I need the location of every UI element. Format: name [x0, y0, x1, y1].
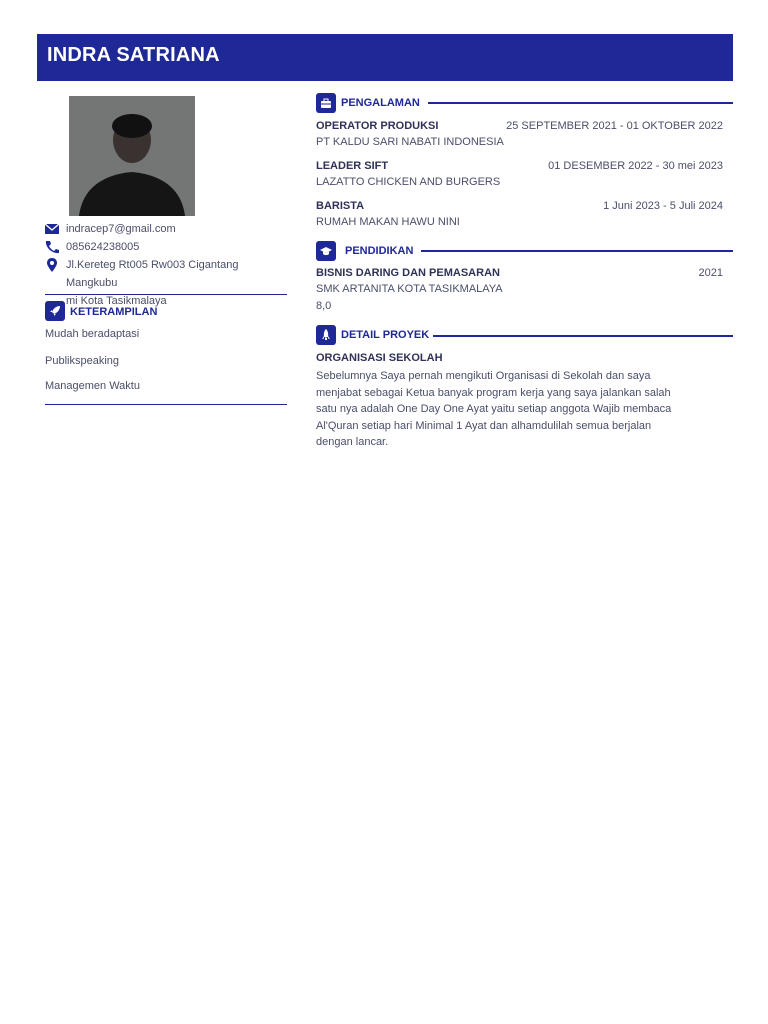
briefcase-icon: [316, 93, 336, 113]
person-silhouette-icon: [69, 96, 195, 216]
education-grade: 8,0: [316, 300, 332, 312]
skill-item: Publikspeaking: [45, 355, 119, 367]
header-banner: [37, 34, 733, 81]
rocket-icon: [45, 301, 65, 321]
phone-icon: [44, 240, 60, 254]
section-rule: [433, 335, 733, 337]
job-role: OPERATOR PRODUKSI: [316, 120, 439, 132]
section-rule: [428, 102, 733, 104]
job-role: BARISTA: [316, 200, 365, 212]
profile-photo: [69, 96, 195, 216]
skills-title: KETERAMPILAN: [70, 306, 158, 318]
education-year: 2021: [698, 267, 723, 279]
section-rule: [421, 250, 733, 252]
job-date: 01 DESEMBER 2022 - 30 mei 2023: [548, 160, 723, 172]
skill-item: Mudah beradaptasi: [45, 328, 140, 340]
project-description: Sebelumnya Saya pernah mengikuti Organisasi di Sekolah dan saya menjabat sebagai Ketua banyak program kerja yang saya jalankan salah satu nya adalah One Day One Ayat yaitu setiap anggota Wajib membaca Al'Quran setiap hari Minimal 1 Ayat dan alhamdulilah semua berjalan dengan lancar.: [316, 370, 672, 449]
education-title: PENDIDIKAN: [345, 245, 414, 257]
address-line-1: Jl.Kereteg Rt005 Rw003 Cigantang Mangkubu: [66, 259, 239, 289]
location-icon: [44, 258, 60, 272]
project-icon: [316, 325, 336, 345]
skill-item: Managemen Waktu: [45, 380, 140, 392]
email-icon: [44, 222, 60, 236]
job-role: LEADER SIFT: [316, 160, 389, 172]
candidate-name: INDRA SATRIANA: [47, 44, 220, 66]
job-date: 1 Juni 2023 - 5 Juli 2024: [603, 200, 723, 212]
phone-text[interactable]: 085624238005: [66, 241, 140, 253]
job-company: LAZATTO CHICKEN AND BURGERS: [316, 176, 501, 188]
experience-title: PENGALAMAN: [341, 97, 420, 109]
divider: [45, 404, 287, 405]
project-name: ORGANISASI SEKOLAH: [316, 352, 443, 364]
project-title: DETAIL PROYEK: [341, 329, 430, 341]
job-date: 25 SEPTEMBER 2021 - 01 OKTOBER 2022: [506, 120, 723, 132]
email-text[interactable]: indracep7@gmail.com: [66, 223, 176, 235]
divider: [45, 294, 287, 295]
graduation-cap-icon: [316, 241, 336, 261]
education-major: BISNIS DARING DAN PEMASARAN: [316, 267, 500, 279]
job-company: PT KALDU SARI NABATI INDONESIA: [316, 136, 504, 148]
education-school: SMK ARTANITA KOTA TASIKMALAYA: [316, 283, 503, 295]
address-text: [66, 256, 291, 310]
address-line-2: mi Kota Tasikmalaya: [66, 295, 167, 307]
job-company: RUMAH MAKAN HAWU NINI: [316, 216, 460, 228]
